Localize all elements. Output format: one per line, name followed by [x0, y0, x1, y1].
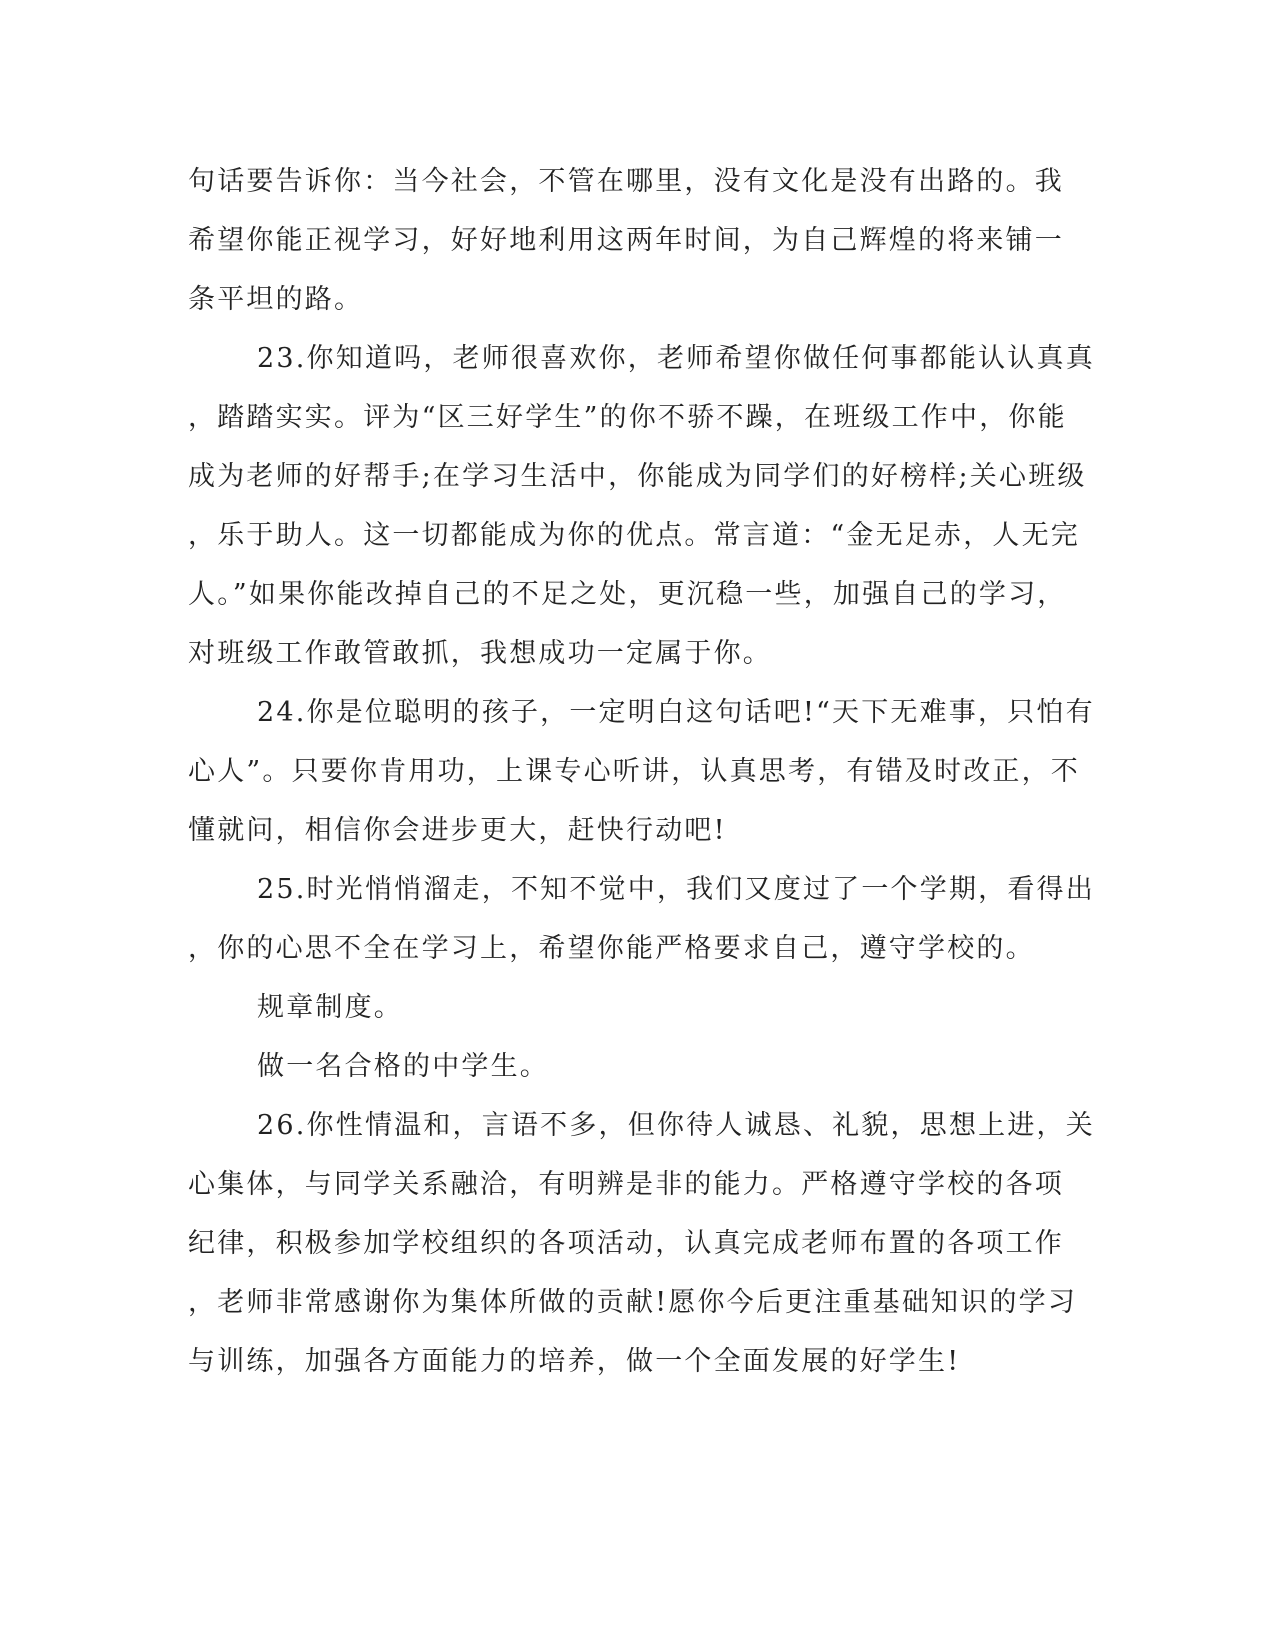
text-line: 与训练，加强各方面能力的培养，做一个全面发展的好学生! [188, 1346, 961, 1377]
text-line: 规章制度。 [257, 992, 403, 1023]
text-line: 做一名合格的中学生。 [257, 1051, 549, 1082]
paragraph-24-start: 24.你是位聪明的孩子，一定明白这句话吧!“天下无难事，只怕有 [257, 697, 1095, 728]
text-line: 纪律，积极参加学校组织的各项活动，认真完成老师布置的各项工作 [188, 1228, 1064, 1259]
text-line: 人。”如果你能改掉自己的不足之处，更沉稳一些，加强自己的学习， [188, 579, 1067, 610]
paragraph-25-start: 25.时光悄悄溜走，不知不觉中，我们又度过了一个学期，看得出 [257, 874, 1095, 905]
paragraph-26-start: 26.你性情温和，言语不多，但你待人诚恳、礼貌，思想上进，关 [257, 1110, 1095, 1141]
text-line: 心集体，与同学关系融洽，有明辨是非的能力。严格遵守学校的各项 [188, 1169, 1064, 1200]
text-line: 句话要告诉你：当今社会，不管在哪里，没有文化是没有出路的。我 [188, 166, 1064, 197]
text-line: 对班级工作敢管敢抓，我想成功一定属于你。 [188, 638, 772, 669]
text-line: 希望你能正视学习，好好地利用这两年时间，为自己辉煌的将来铺一 [188, 225, 1064, 256]
text-line: 条平坦的路。 [188, 284, 364, 315]
paragraph-23-start: 23.你知道吗，老师很喜欢你，老师希望你做任何事都能认认真真 [257, 343, 1095, 374]
text-line: ，你的心思不全在学习上，希望你能严格要求自己，遵守学校的。 [188, 933, 1035, 964]
text-line: ，老师非常感谢你为集体所做的贡献!愿你今后更注重基础知识的学习 [188, 1287, 1078, 1318]
text-line: ，踏踏实实。评为“区三好学生”的你不骄不躁，在班级工作中，你能 [188, 402, 1067, 433]
text-line: ，乐于助人。这一切都能成为你的优点。常言道：“金无足赤，人无完 [188, 520, 1081, 551]
text-line: 懂就问，相信你会进步更大，赶快行动吧! [188, 815, 727, 846]
text-line: 成为老师的好帮手;在学习生活中，你能成为同学们的好榜样;关心班级 [188, 461, 1087, 492]
text-line: 心人”。只要你肯用功，上课专心听讲，认真思考，有错及时改正，不 [188, 756, 1081, 787]
